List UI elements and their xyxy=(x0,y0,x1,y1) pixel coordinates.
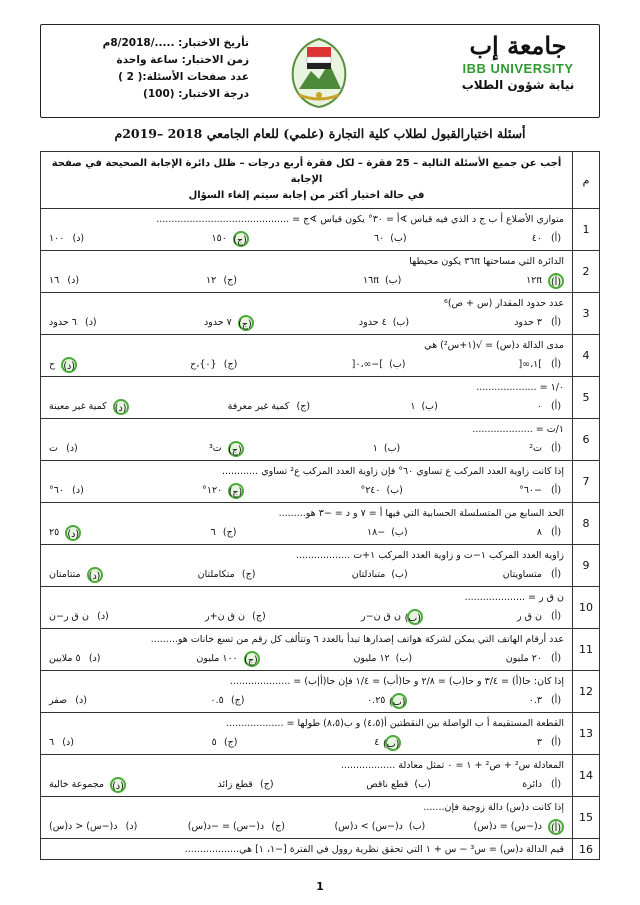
option-text: ٣ xyxy=(536,737,542,748)
question-number: 12 xyxy=(573,671,600,713)
option-label[interactable]: (د) xyxy=(72,485,84,496)
exam-sheet xyxy=(40,24,600,860)
instructions-cell xyxy=(41,152,573,209)
option-text: متكاملتان xyxy=(197,569,235,580)
answer-options xyxy=(41,607,572,628)
option-text: ٤٠ xyxy=(531,233,542,244)
option-text: د(−س) = −د(س) xyxy=(187,821,265,832)
answer-option[interactable] xyxy=(204,315,254,331)
questions-table xyxy=(40,151,600,860)
option-label[interactable]: (د) xyxy=(67,275,80,286)
question-row xyxy=(41,419,600,461)
question-body xyxy=(41,671,573,713)
question-row xyxy=(41,461,600,503)
option-label[interactable]: (ب) xyxy=(391,527,408,538)
option-label[interactable]: (أ) xyxy=(550,233,562,244)
option-text: ٦ حدود xyxy=(49,317,77,328)
question-row xyxy=(41,209,600,251)
answer-option[interactable] xyxy=(360,483,402,499)
question-number: 10 xyxy=(573,587,600,629)
question-body xyxy=(41,251,573,293)
question-number: 8 xyxy=(573,503,600,545)
option-text: ن ق ر xyxy=(517,611,542,622)
answer-option[interactable] xyxy=(374,231,407,247)
instructions-row xyxy=(41,152,600,209)
option-text: متتامتان xyxy=(49,569,81,580)
question-number: 7 xyxy=(573,461,600,503)
option-label[interactable]: (ج) xyxy=(271,821,285,832)
question-body xyxy=(41,461,573,503)
answer-option[interactable] xyxy=(49,483,86,499)
question-row xyxy=(41,797,600,839)
question-row xyxy=(41,755,600,797)
option-text: ٤ xyxy=(374,737,380,748)
question-row xyxy=(41,503,600,545)
question-number: 16 xyxy=(573,839,600,860)
option-text: ح xyxy=(49,359,56,370)
option-label[interactable]: (أ) xyxy=(550,569,562,580)
question-stem: ن ق ر = .................... xyxy=(464,592,564,603)
option-text: كمية غير معرفة xyxy=(227,401,290,412)
instructions-line-1: أجب عن جميع الأسئلة التالية – 25 فقرة – لكل فقرة أربع درجات – ظلل دائرة الإجابة الصحيحة في صفحة الإجابة xyxy=(51,158,562,185)
option-label[interactable]: (د) xyxy=(125,821,138,832)
answer-option[interactable] xyxy=(198,567,257,583)
option-label[interactable]: (أ) xyxy=(550,401,562,412)
answer-options xyxy=(41,271,572,292)
option-label[interactable]: (ب) xyxy=(390,233,407,244)
answer-option[interactable] xyxy=(474,819,564,835)
answer-option[interactable] xyxy=(353,651,412,667)
option-text: ١٠٠ xyxy=(49,233,65,244)
answer-option[interactable] xyxy=(363,273,401,289)
answer-option[interactable] xyxy=(49,735,76,751)
option-label[interactable]: (ج) xyxy=(230,695,245,706)
option-text: −١٨ xyxy=(367,527,386,538)
exam-info xyxy=(49,35,249,103)
option-text: ٨ xyxy=(536,527,542,538)
answer-option[interactable] xyxy=(212,735,239,751)
selected-option-label[interactable]: (د) xyxy=(110,777,126,793)
option-label[interactable]: (أ) xyxy=(550,653,562,664)
answer-options xyxy=(41,523,572,544)
answer-option[interactable] xyxy=(359,315,409,331)
option-text: ٦٠° xyxy=(49,485,64,496)
option-label[interactable]: (ج) xyxy=(222,527,237,538)
option-label[interactable]: (ج) xyxy=(296,401,311,412)
question-stem: الحد السابع من المتسلسلة الحسابية التي فيها أ = ٧ و د = −٣ هو......... xyxy=(278,508,564,519)
option-text: د(−س) > د(س) xyxy=(334,821,403,832)
question-row xyxy=(41,293,600,335)
question-number: 13 xyxy=(573,713,600,755)
university-block xyxy=(443,31,593,92)
option-text: دائرة xyxy=(522,779,542,790)
answer-option[interactable] xyxy=(519,483,564,499)
answer-options xyxy=(41,481,572,502)
exam-score: درجة الاختبار: (100) xyxy=(143,88,249,100)
option-text: د(−س) = د(س) xyxy=(473,821,542,832)
option-text: ٦ xyxy=(49,737,55,748)
question-number: 6 xyxy=(573,419,600,461)
option-text: ١٠٠ مليون xyxy=(196,653,238,664)
question-body xyxy=(41,839,573,860)
option-label[interactable]: (أ) xyxy=(550,485,562,496)
question-body xyxy=(41,293,573,335)
option-label[interactable]: (أ) xyxy=(550,611,562,622)
answer-option[interactable] xyxy=(202,483,244,499)
answer-options xyxy=(41,649,572,670)
answer-option[interactable] xyxy=(211,525,238,541)
option-label[interactable]: (ج) xyxy=(223,737,238,748)
option-label[interactable]: (أ) xyxy=(550,527,562,538)
option-text: ٥ ملايين xyxy=(49,653,81,664)
option-label[interactable]: (أ) xyxy=(550,359,562,370)
option-text: ن ق ن−ر xyxy=(361,611,401,622)
answer-option[interactable] xyxy=(517,609,564,625)
option-text: ٠.٢٥ xyxy=(367,695,386,706)
option-text: متبادلتان xyxy=(351,569,386,580)
answer-option[interactable] xyxy=(537,399,564,415)
question-row xyxy=(41,377,600,419)
answer-option[interactable] xyxy=(522,777,564,793)
answer-option[interactable] xyxy=(49,609,111,625)
option-label[interactable]: (د) xyxy=(72,233,85,244)
question-stem: عدد حدود المقدار (س + ص)⁶ xyxy=(444,298,564,309)
option-label[interactable]: (ج) xyxy=(252,611,266,622)
answer-option[interactable] xyxy=(537,735,564,751)
answer-option[interactable] xyxy=(537,525,564,541)
option-label[interactable]: (ب) xyxy=(408,821,426,832)
option-label[interactable]: (ب) xyxy=(383,443,401,454)
option-text: ٥ xyxy=(211,737,217,748)
question-number: 1 xyxy=(573,209,600,251)
option-text: قطع ناقص xyxy=(366,779,409,790)
question-number: 9 xyxy=(573,545,600,587)
question-row xyxy=(41,629,600,671)
answer-option[interactable] xyxy=(49,567,103,583)
selected-option-label[interactable]: (ب) xyxy=(385,735,401,751)
option-text: ١ xyxy=(410,401,416,412)
answer-option[interactable] xyxy=(49,273,81,289)
question-row xyxy=(41,713,600,755)
option-text: ٣ حدود xyxy=(514,317,542,328)
option-text: ]−∞،٠[ xyxy=(351,359,384,370)
answer-option[interactable] xyxy=(506,651,564,667)
option-text: ٢٤٠° xyxy=(360,485,381,496)
option-text: كمية غير معينة xyxy=(49,401,107,412)
selected-option-label[interactable]: (ب) xyxy=(407,609,423,625)
option-label[interactable]: (ب) xyxy=(414,779,431,790)
option-label[interactable]: (ب) xyxy=(392,317,410,328)
option-text: ١٦π xyxy=(363,275,379,286)
question-number: 11 xyxy=(573,629,600,671)
page-count: عدد صفحات الأسئلة:( 2 ) xyxy=(118,71,249,83)
question-stem: عدد أرقام الهاتف التي يمكن لشركة هواتف إصدارها تبدأ بالعدد ٦ وتتألف كل رقم من تسع خانات هو......... xyxy=(150,634,564,645)
question-body xyxy=(41,629,573,671)
answer-option[interactable] xyxy=(49,693,89,709)
option-text: د(−س) < د(س) xyxy=(49,821,118,832)
question-row xyxy=(41,587,600,629)
option-label[interactable]: (ب) xyxy=(395,653,413,664)
question-number: 3 xyxy=(573,293,600,335)
answer-option[interactable] xyxy=(526,273,564,289)
question-body xyxy=(41,797,573,839)
answer-option[interactable] xyxy=(373,441,400,457)
selected-option-label[interactable]: (ج) xyxy=(244,651,260,667)
question-stem: الدائرة التي مساحتها ٣٦π يكون محيطها xyxy=(409,256,564,267)
answer-option[interactable] xyxy=(503,567,564,583)
exam-time: زمن الاختبار: ساعة واحدة xyxy=(116,54,249,66)
option-label[interactable]: (ب) xyxy=(421,401,438,412)
question-body xyxy=(41,335,573,377)
question-body xyxy=(41,713,573,755)
option-text: ٠.٥ xyxy=(210,695,224,706)
option-label[interactable]: (أ) xyxy=(550,317,562,328)
option-text: ٠ xyxy=(536,401,542,412)
answer-option[interactable] xyxy=(49,399,129,415)
option-text: ت² xyxy=(529,443,542,454)
answer-option[interactable] xyxy=(518,357,564,373)
university-logo-icon xyxy=(269,33,369,111)
question-stem: قيم الدالة د(س) = س³ − س + ١ التي تحقق نظرية روول في الفترة [−١، ١] هي.................. xyxy=(184,844,564,855)
option-text: صفر xyxy=(49,695,68,706)
answer-options xyxy=(41,397,572,418)
answer-option[interactable] xyxy=(367,525,408,541)
option-label[interactable]: (د) xyxy=(97,611,109,622)
answer-option[interactable] xyxy=(514,315,564,331)
option-text: ٤ حدود xyxy=(358,317,387,328)
answer-option[interactable] xyxy=(352,567,408,583)
answer-options xyxy=(41,733,572,754)
answer-option[interactable] xyxy=(352,357,406,373)
num-header: م xyxy=(573,152,600,209)
question-number: 14 xyxy=(573,755,600,797)
department-name: نيابة شؤون الطلاب xyxy=(461,78,575,92)
exam-header xyxy=(40,24,600,118)
answer-options xyxy=(41,817,572,838)
option-text: {٠}،ح xyxy=(190,359,217,370)
answer-option[interactable] xyxy=(210,693,245,709)
exam-date: تأريخ الاختبار: ...../8/2018م xyxy=(102,37,249,49)
answer-option[interactable] xyxy=(529,693,564,709)
option-text: ٧ حدود xyxy=(203,317,232,328)
question-stem: إذا كانت د(س) دالة زوجية فإن....... xyxy=(423,802,564,813)
question-body xyxy=(41,377,573,419)
question-row xyxy=(41,671,600,713)
option-text: ١٢ مليون xyxy=(353,653,390,664)
question-stem: مدى الدالة د(س) = √(١+س²) هي xyxy=(424,340,564,351)
answer-option[interactable] xyxy=(188,819,286,835)
option-text: ١٢٠° xyxy=(202,485,223,496)
university-name-en: IBB UNIVERSITY xyxy=(462,61,574,76)
option-label[interactable]: (ج) xyxy=(223,359,238,370)
selected-option-label[interactable]: (ج) xyxy=(228,483,244,499)
university-name-ar: جامعة إب xyxy=(469,31,567,60)
option-label[interactable]: (د) xyxy=(62,737,74,748)
option-text: ١٢π xyxy=(526,275,542,286)
question-body xyxy=(41,545,573,587)
question-stem: ١/٠ = .................... xyxy=(476,382,564,393)
question-stem: ١/ت = .................... xyxy=(472,424,564,435)
option-label[interactable]: (أ) xyxy=(550,779,562,790)
answer-option[interactable] xyxy=(529,441,564,457)
selected-option-label[interactable]: (ب) xyxy=(391,693,407,709)
option-text: ن ق ر−ن xyxy=(49,611,89,622)
selected-option-label[interactable]: (أ) xyxy=(548,819,564,835)
option-label[interactable]: (ج) xyxy=(241,569,256,580)
answer-option[interactable] xyxy=(374,735,401,751)
selected-option-label[interactable]: (د) xyxy=(65,525,81,541)
option-text: ١ xyxy=(372,443,378,454)
answer-options xyxy=(41,229,572,250)
answer-option[interactable] xyxy=(196,651,259,667)
answer-options xyxy=(41,439,572,460)
answer-option[interactable] xyxy=(49,819,139,835)
question-row xyxy=(41,335,600,377)
answer-option[interactable] xyxy=(209,441,244,457)
option-text: ١٦ xyxy=(49,275,60,286)
question-body xyxy=(41,503,573,545)
question-row xyxy=(41,251,600,293)
answer-option[interactable] xyxy=(49,777,126,793)
answer-option[interactable] xyxy=(410,399,437,415)
option-text: ]١،∞[ xyxy=(518,359,542,370)
answer-option[interactable] xyxy=(334,819,425,835)
instructions-line-2: في حالة اختيار أكثر من إجابة سيتم إلغاء السؤال xyxy=(188,190,425,201)
question-number: 15 xyxy=(573,797,600,839)
option-label[interactable]: (أ) xyxy=(550,443,562,454)
answer-option[interactable] xyxy=(190,357,238,373)
answer-option[interactable] xyxy=(49,441,80,457)
answer-options xyxy=(41,565,572,586)
answer-option[interactable] xyxy=(49,357,77,373)
answer-options xyxy=(41,691,572,712)
answer-options xyxy=(41,775,572,796)
question-stem: إذا كان: حا(أ) = ٣/٤ و حا(ب) = ٢/٨ و حا(أب) = ١/٤ فإن حا(أ|ب) = .................... xyxy=(229,676,564,687)
option-label[interactable]: (ب) xyxy=(384,275,402,286)
selected-option-label[interactable]: (ج) xyxy=(238,315,254,331)
question-body xyxy=(41,209,573,251)
question-body xyxy=(41,755,573,797)
option-text: ٦٠ xyxy=(374,233,385,244)
answer-option[interactable] xyxy=(361,609,423,625)
question-stem: المعادلة س² + ص² + ١ = ٠ تمثل معادلة .................. xyxy=(340,760,564,771)
question-number: 5 xyxy=(573,377,600,419)
answer-option[interactable] xyxy=(206,273,238,289)
exam-title: أسئلة اختبارالقبول لطلاب كلية التجارة (علمي) للعام الجامعي 2018 –2019م xyxy=(114,126,526,141)
selected-option-label[interactable]: (د) xyxy=(61,357,77,373)
answer-option[interactable] xyxy=(49,315,99,331)
option-label[interactable]: (د) xyxy=(85,317,97,328)
option-text: ١٢ xyxy=(206,275,217,286)
option-label[interactable]: (د) xyxy=(88,653,101,664)
question-stem: القطعة المستقيمة أ ب الواصلة بين النقطتين أ(٤،٥) و ب(٨،٥) طولها = ................... xyxy=(226,718,564,729)
option-text: −٦٠° xyxy=(519,485,542,496)
answer-option[interactable] xyxy=(367,693,407,709)
option-text: ٠.٣ xyxy=(528,695,542,706)
option-text: ١٥٠ xyxy=(211,233,227,244)
selected-option-label[interactable]: (أ) xyxy=(548,273,564,289)
option-label[interactable]: (د) xyxy=(66,443,78,454)
question-number: 2 xyxy=(573,251,600,293)
option-text: ن ق ن+ر xyxy=(205,611,245,622)
question-stem: إذا كانت زاوية العدد المركب ع تساوي ٦٠° فإن زاوية العدد المركب ع² تساوي ............ xyxy=(221,466,564,477)
answer-option[interactable] xyxy=(218,777,275,793)
option-label[interactable]: (د) xyxy=(75,695,87,706)
answer-option[interactable] xyxy=(205,609,267,625)
option-text: متساويتان xyxy=(502,569,542,580)
answer-option[interactable] xyxy=(366,777,431,793)
answer-option[interactable] xyxy=(228,399,312,415)
answer-option[interactable] xyxy=(212,231,249,247)
option-label[interactable]: (ب) xyxy=(386,485,403,496)
answer-options xyxy=(41,355,572,376)
option-label[interactable]: (ج) xyxy=(260,779,274,790)
question-body xyxy=(41,587,573,629)
selected-option-label[interactable]: (د) xyxy=(113,399,129,415)
answer-option[interactable] xyxy=(532,231,564,247)
answer-options xyxy=(41,313,572,334)
answer-option[interactable] xyxy=(49,525,81,541)
question-row xyxy=(41,839,600,860)
option-text: ت xyxy=(49,443,58,454)
option-label[interactable]: (ب) xyxy=(391,569,408,580)
question-row xyxy=(41,545,600,587)
option-text: ٢٥ xyxy=(49,527,60,538)
selected-option-label[interactable]: (د) xyxy=(87,567,103,583)
selected-option-label[interactable]: (ج) xyxy=(233,231,249,247)
question-body xyxy=(41,419,573,461)
question-stem: متوازي الأضلاع أ ب ج د الذي فيه قياس ∢أ = ٣٠° يكون قياس ∢ج = ............................................ xyxy=(156,214,564,225)
answer-option[interactable] xyxy=(49,651,103,667)
page-number: 1 xyxy=(316,880,324,893)
answer-option[interactable] xyxy=(49,231,86,247)
option-text: قطع زائد xyxy=(217,779,253,790)
question-stem: زاوية العدد المركب ١−ت و زاوية العدد المركب ١+ت .................. xyxy=(295,550,564,561)
option-text: ٢٠ مليون xyxy=(505,653,542,664)
option-text: مجموعة خالية xyxy=(49,779,105,790)
option-label[interactable]: (ج) xyxy=(223,275,237,286)
option-label[interactable]: (ب) xyxy=(389,359,406,370)
selected-option-label[interactable]: (ج) xyxy=(228,441,244,457)
option-text: ٦ xyxy=(210,527,216,538)
option-label[interactable]: (أ) xyxy=(550,695,562,706)
option-text: ت³ xyxy=(208,443,222,454)
option-label[interactable]: (أ) xyxy=(550,737,562,748)
question-number: 4 xyxy=(573,335,600,377)
